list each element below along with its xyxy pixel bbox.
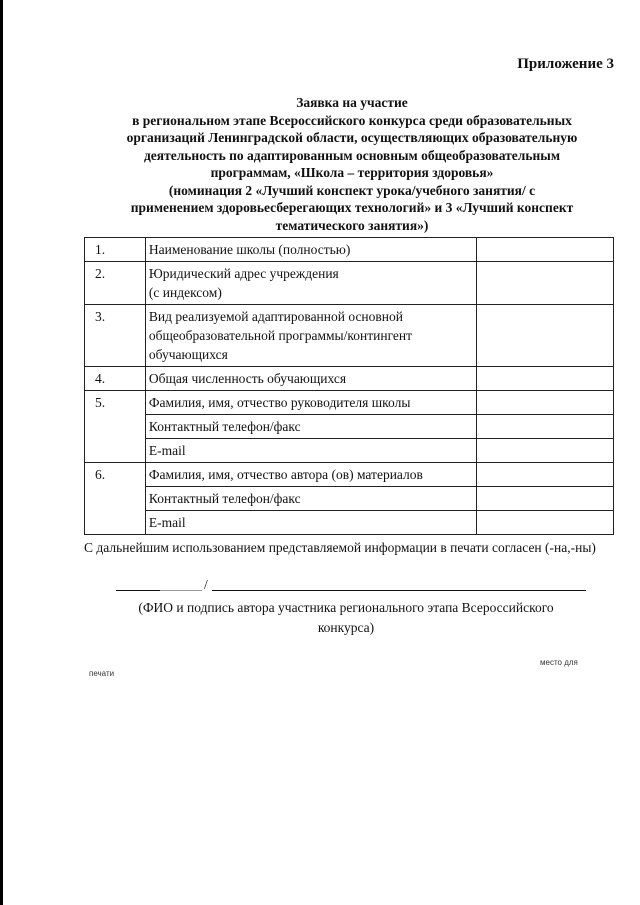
row-label [145, 487, 476, 511]
heading-line: Заявка на участие [296, 95, 408, 110]
row-label-line: Наименование школы (полностью) [148, 242, 351, 257]
table-row [85, 415, 614, 439]
row-label [145, 367, 476, 391]
row-label [145, 305, 476, 367]
row-label-line: общеобразовательной программы/контингент [148, 328, 413, 343]
school-name-field[interactable] [476, 238, 613, 262]
program-type-field[interactable] [476, 305, 613, 367]
student-count-field[interactable] [476, 367, 613, 391]
row-label [145, 511, 476, 535]
row-number: 3. [85, 305, 146, 367]
table-row [85, 262, 614, 305]
row-number: 6. [85, 463, 146, 535]
table-row [85, 511, 614, 535]
row-label-line: обучающихся [148, 347, 228, 362]
table-row [85, 439, 614, 463]
table-row [85, 367, 614, 391]
heading-line: программам, «Школа – территория здоровья» [210, 165, 494, 180]
consent-text: С дальнейшим использованием представляемой информации в печати согласен (-на,-ны) [84, 540, 596, 555]
scan-edge [0, 0, 3, 905]
row-number: 4. [85, 367, 146, 391]
row-label-line: Контактный телефон/факс [148, 491, 301, 506]
name-underline [212, 590, 586, 591]
signature-line[interactable] [116, 572, 586, 594]
stamp-place-label: место для [540, 658, 578, 667]
row-label [145, 238, 476, 262]
heading-line: деятельность по адаптированным основным общеобразовательным [143, 147, 561, 163]
row-number: 2. [85, 262, 146, 305]
heading-line: тематического занятия») [275, 217, 429, 233]
row-label [145, 463, 476, 487]
row-label-line: Контактный телефон/факс [148, 419, 301, 434]
row-label [145, 415, 476, 439]
heading-line: организаций Ленинградской области, осуществляющих образовательную [126, 130, 578, 145]
stamp-place-label: печати [89, 669, 115, 678]
row-label-line: (с индексом) [148, 285, 222, 300]
appendix-label: Приложение 3 [517, 56, 614, 72]
row-label-line: Фамилия, имя, отчество автора (ов) материалов [148, 467, 423, 482]
row-number: 1. [85, 238, 146, 262]
signature-caption [96, 598, 596, 638]
heading-line: (номинация 2 «Лучший конспект урока/учебного занятия/ с [168, 182, 536, 198]
row-label-line: E-mail [148, 515, 186, 530]
principal-name-field[interactable] [476, 391, 613, 415]
caption-line: конкурса) [317, 620, 375, 635]
row-label [145, 439, 476, 463]
row-label [145, 391, 476, 415]
heading-line: в региональном этапе Всероссийского конкурса среди образовательных [132, 112, 572, 128]
row-label-line: Юридический адрес учреждения [148, 266, 339, 281]
row-label-line: Вид реализуемой адаптированной основной [148, 309, 403, 324]
author-phone-field[interactable] [476, 487, 613, 511]
row-label-line: Общая численность обучающихся [148, 371, 347, 386]
table-row [85, 463, 614, 487]
principal-email-field[interactable] [476, 439, 613, 463]
caption-line: (ФИО и подпись автора участника регионального этапа Всероссийского [138, 600, 554, 615]
author-email-field[interactable] [476, 511, 613, 535]
row-number: 5. [85, 391, 146, 463]
table-row [85, 238, 614, 262]
application-form-table [84, 237, 614, 535]
signature-underline [116, 590, 160, 591]
table-row [85, 487, 614, 511]
legal-address-field[interactable] [476, 262, 613, 305]
row-label-line: Фамилия, имя, отчество руководителя школы [148, 395, 411, 410]
signature-underline [160, 590, 202, 591]
author-name-field[interactable] [476, 463, 613, 487]
application-heading [90, 94, 614, 234]
table-row [85, 305, 614, 367]
principal-phone-field[interactable] [476, 415, 613, 439]
table-row [85, 391, 614, 415]
signature-separator: / [204, 577, 208, 592]
row-label-line: E-mail [148, 443, 186, 458]
row-label [145, 262, 476, 305]
heading-line: применением здоровьесберегающих технологий» и 3 «Лучший конспект [130, 200, 574, 215]
